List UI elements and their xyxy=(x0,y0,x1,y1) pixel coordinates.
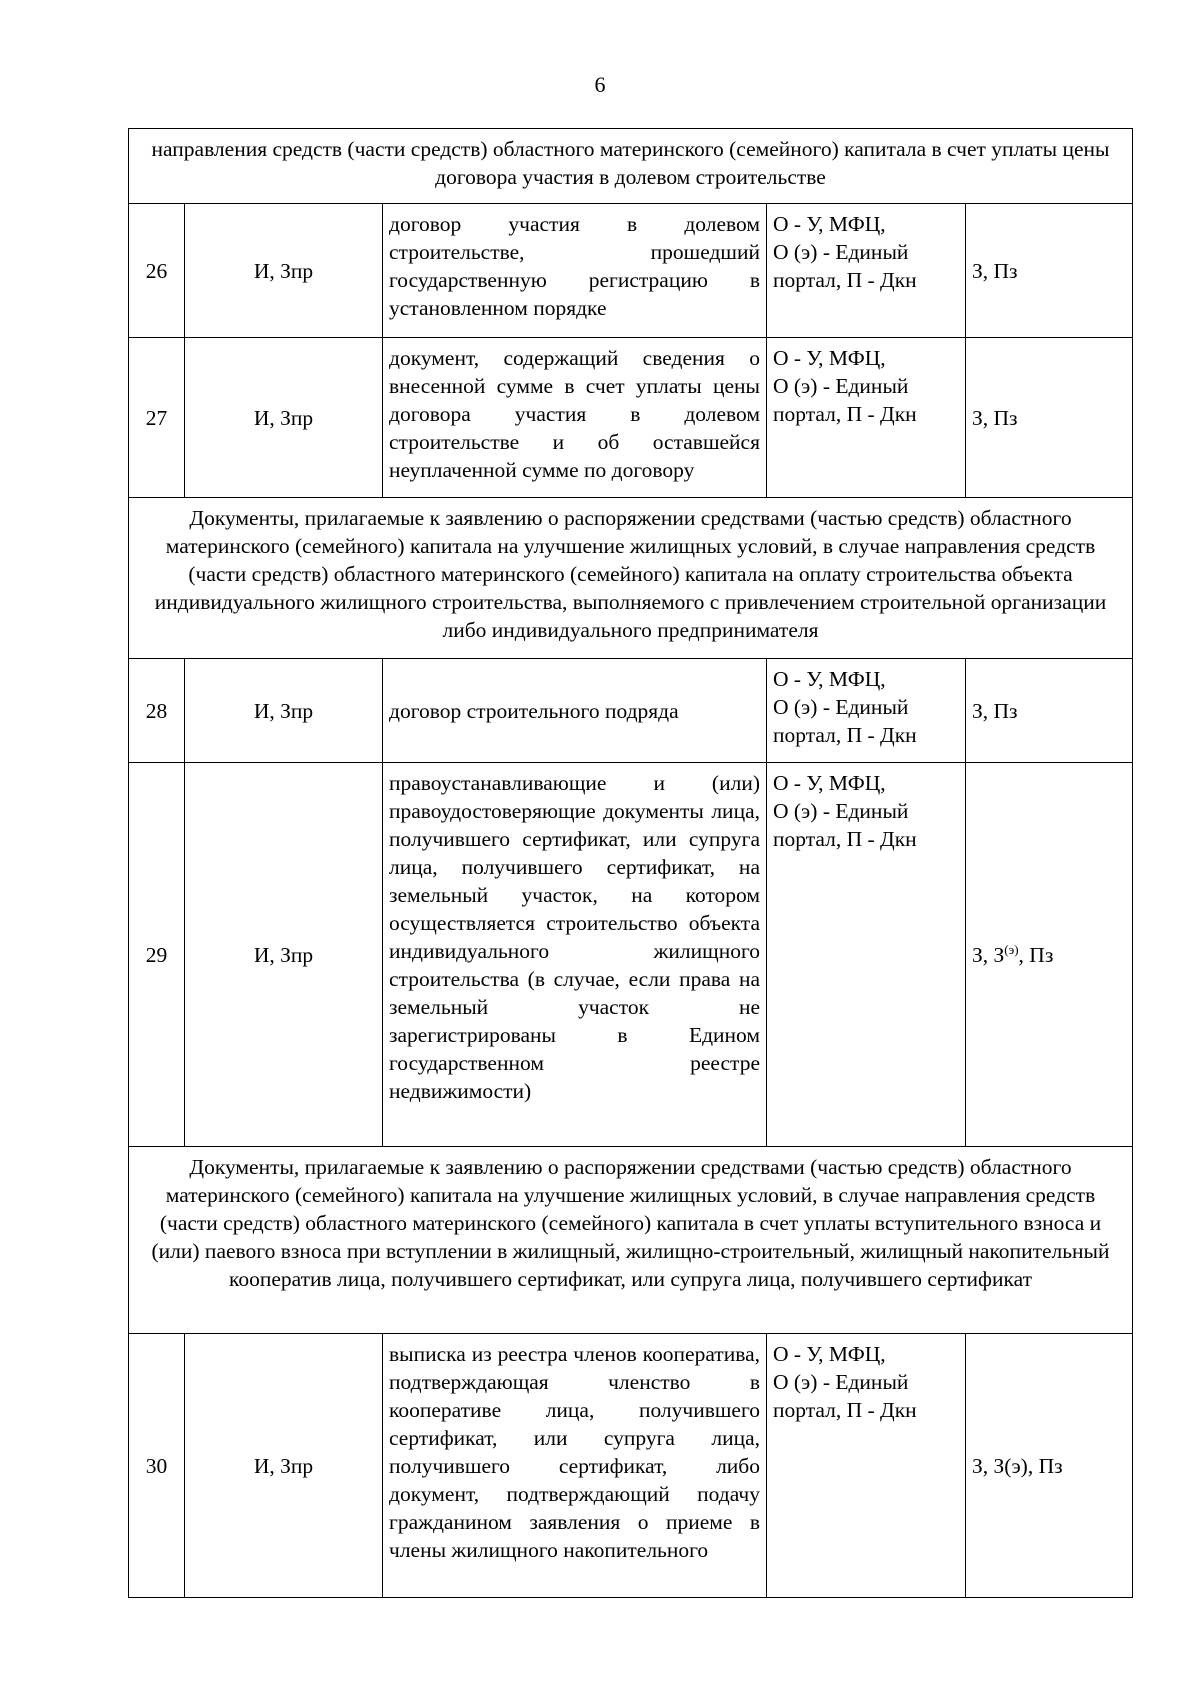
document-form: З, Пз xyxy=(966,659,1133,763)
section-heading: Документы, прилагаемые к заявлению о распоряжении средствами (частью средств) областного материнского (семейного) капитала на улучшение жилищных условий, в случае направления средств (части средств) областного материнского (семейного) капитала в счет уплаты вступительного взноса и (или) паевого взноса при вступлении в жилищный, жилищно-строительный, жилищный накопительный кооператив лица, получившего сертификат, или супруга лица, получившего сертификат xyxy=(129,1147,1133,1334)
document-kind: И, Зпр xyxy=(185,204,383,338)
submission-way xyxy=(767,204,966,338)
section-heading-row xyxy=(129,1147,1133,1334)
section-heading-row xyxy=(129,129,1133,204)
submission-way-line: О (э) - Единый xyxy=(773,799,909,823)
row-number: 30 xyxy=(129,1334,185,1598)
section-heading-row xyxy=(129,498,1133,659)
submission-way-line: О - У, МФЦ, xyxy=(773,212,886,236)
row-number: 26 xyxy=(129,204,185,338)
submission-way-line: О (э) - Единый xyxy=(773,695,909,719)
submission-way-line: О (э) - Единый xyxy=(773,1370,909,1394)
document-form xyxy=(966,763,1133,1147)
document-kind: И, Зпр xyxy=(185,338,383,498)
submission-way-line: О (э) - Единый xyxy=(773,374,909,398)
document-form-superscript: (э) xyxy=(1004,941,1019,957)
document-form-suffix: , Пз xyxy=(1018,942,1054,967)
submission-way-line: портал, П - Дкн xyxy=(773,268,917,292)
document-name: выписка из реестра членов кооператива, подтверждающая членство в кооперативе лица, получившего сертификат, или супруга лица, получившего сертификат, либо документ, подтверждающий подачу гражданином заявления о приеме в члены жилищного накопительного xyxy=(383,1334,767,1598)
submission-way xyxy=(767,763,966,1147)
row-number: 27 xyxy=(129,338,185,498)
document-kind: И, Зпр xyxy=(185,763,383,1147)
document-form: З, З(э), Пз xyxy=(966,1334,1133,1598)
document-name: договор участия в долевом строительстве, прошедший государственную регистрацию в установленном порядке xyxy=(383,204,767,338)
submission-way-line: О (э) - Единый xyxy=(773,240,909,264)
row-number: 29 xyxy=(129,763,185,1147)
submission-way-line: О - У, МФЦ, xyxy=(773,346,886,370)
documents-table xyxy=(128,128,1133,1598)
document-form: З, Пз xyxy=(966,338,1133,498)
submission-way-line: О - У, МФЦ, xyxy=(773,1342,886,1366)
table-row xyxy=(129,763,1133,1147)
document-form-prefix: З, З xyxy=(972,942,1005,967)
table-row xyxy=(129,1334,1133,1598)
row-number: 28 xyxy=(129,659,185,763)
submission-way-line: О - У, МФЦ, xyxy=(773,667,886,691)
table-row xyxy=(129,659,1133,763)
table-row xyxy=(129,338,1133,498)
submission-way xyxy=(767,338,966,498)
page-number: 6 xyxy=(594,72,606,97)
table-row xyxy=(129,204,1133,338)
document-name: документ, содержащий сведения о внесенной сумме в счет уплаты цены договора участия в долевом строительстве и об оставшейся неуплаченной сумме по договору xyxy=(383,338,767,498)
submission-way-line: портал, П - Дкн xyxy=(773,723,917,747)
document-name: договор строительного подряда xyxy=(383,659,767,763)
section-heading: Документы, прилагаемые к заявлению о распоряжении средствами (частью средств) областного материнского (семейного) капитала на улучшение жилищных условий, в случае направления средств (части средств) областного материнского (семейного) капитала на оплату строительства объекта индивидуального жилищного строительства, выполняемого с привлечением строительной организации либо индивидуального предпринимателя xyxy=(129,498,1133,659)
submission-way-line: портал, П - Дкн xyxy=(773,402,917,426)
document-kind: И, Зпр xyxy=(185,659,383,763)
document-name: правоустанавливающие и (или) правоудостоверяющие документы лица, получившего сертификат, или супруга лица, получившего сертификат, на земельный участок, на котором осуществляется строительство объекта индивидуального жилищного строительства (в случае, если права на земельный участок не зарегистрированы в Едином государственном реестре недвижимости) xyxy=(383,763,767,1147)
document-form: З, Пз xyxy=(966,204,1133,338)
submission-way-line: портал, П - Дкн xyxy=(773,827,917,851)
submission-way xyxy=(767,1334,966,1598)
submission-way-line: портал, П - Дкн xyxy=(773,1398,917,1422)
submission-way xyxy=(767,659,966,763)
submission-way-line: О - У, МФЦ, xyxy=(773,771,886,795)
document-kind: И, Зпр xyxy=(185,1334,383,1598)
section-heading: направления средств (части средств) областного материнского (семейного) капитала в счет уплаты цены договора участия в долевом строительстве xyxy=(129,129,1133,204)
